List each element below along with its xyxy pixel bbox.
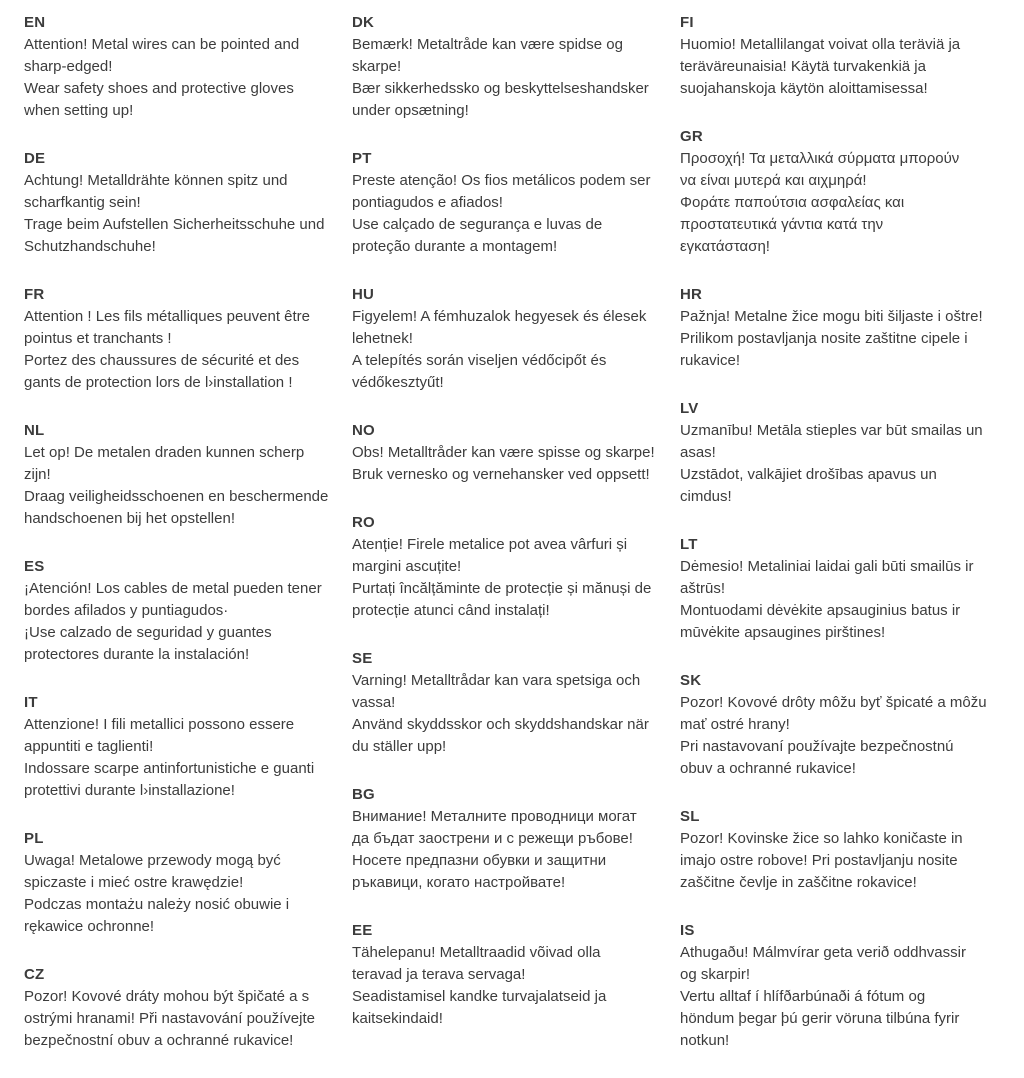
warning-line: ръкавици, когато настройвате!: [352, 874, 566, 891]
warning-line: gants de protection lors de l›installation !: [24, 374, 293, 391]
warning-line: ¡Use calzado de seguridad y guantes: [24, 624, 272, 641]
language-code: GR: [680, 128, 703, 145]
warning-line: aštrūs!: [680, 580, 726, 597]
warning-line: scharfkantig sein!: [24, 194, 141, 211]
language-code: PL: [24, 830, 44, 847]
language-code: PT: [352, 150, 372, 167]
warning-line: Använd skyddsskor och skyddshandskar när: [352, 716, 649, 733]
warning-line: Let op! De metalen draden kunnen scherp: [24, 444, 305, 461]
warning-line: protettivi durante l›installazione!: [24, 782, 235, 799]
warning-column-2: [352, 12, 666, 1078]
language-code: FI: [680, 14, 694, 31]
warning-line: Indossare scarpe antinfortunistiche e guanti: [24, 760, 315, 777]
warning-line: appuntiti e taglienti!: [24, 738, 154, 755]
warning-line: ¡Atención! Los cables de metal pueden tener: [24, 580, 322, 597]
language-block-ro: [352, 512, 666, 622]
language-block-lt: [680, 534, 994, 644]
language-code: NO: [352, 422, 375, 439]
warning-line: Bruk vernesko og vernehansker ved oppsett!: [352, 466, 650, 483]
warning-line: Pažnja! Metalne žice mogu biti šiljaste i oštre!: [680, 308, 983, 325]
warning-line: A telepítés során viseljen védőcipőt és: [352, 352, 607, 369]
warning-line: Draag veiligheidsschoenen en beschermende: [24, 488, 329, 505]
warning-line: teravad ja terava servaga!: [352, 966, 526, 983]
warning-line: Bemærk! Metaltråde kan være spidse og: [352, 36, 623, 53]
warning-line: under opsætning!: [352, 102, 469, 119]
language-code: SE: [352, 650, 373, 667]
language-block-hr: [680, 284, 994, 372]
warning-line: Pozor! Kovové dráty mohou být špičaté a s: [24, 988, 310, 1005]
warning-line: Seadistamisel kandke turvajalatseid ja: [352, 988, 607, 1005]
warning-line: protectores durante la instalación!: [24, 646, 250, 663]
warning-line: εγκατάσταση!: [680, 238, 770, 255]
language-code: HR: [680, 286, 703, 303]
warning-line: να είναι μυτερά και αιχμηρά!: [680, 172, 867, 189]
language-code: RO: [352, 514, 375, 531]
warning-line: Attention! Metal wires can be pointed and: [24, 36, 300, 53]
warning-line: Uzmanību! Metāla stieples var būt smailas un: [680, 422, 983, 439]
warning-line: teräväreunaisia! Käytä turvakenkiä ja: [680, 58, 926, 75]
warning-line: skarpe!: [352, 58, 402, 75]
language-code: IS: [680, 922, 695, 939]
warning-line: Uwaga! Metalowe przewody mogą być: [24, 852, 281, 869]
warning-line: mūvėkite apsaugines pirštines!: [680, 624, 886, 641]
language-block-lv: [680, 398, 994, 508]
warning-line: handschoenen bij het opstellen!: [24, 510, 235, 527]
warning-line: cimdus!: [680, 488, 732, 505]
warning-line: Vertu alltaf í hlífðarbúnaði á fótum og: [680, 988, 926, 1005]
warning-line: Atenție! Firele metalice pot avea vârfuri și: [352, 536, 628, 553]
language-block-hu: [352, 284, 666, 394]
warning-line: Varning! Metalltrådar kan vara spetsiga och: [352, 672, 641, 689]
warning-line: védőkesztyűt!: [352, 374, 444, 391]
warning-line: Dėmesio! Metaliniai laidai gali būti smailūs ir: [680, 558, 974, 575]
warning-line: Носете предпазни обувки и защитни: [352, 852, 607, 869]
warning-line: Preste atenção! Os fios metálicos podem ser: [352, 172, 651, 189]
language-block-pt: [352, 148, 666, 258]
warning-line: asas!: [680, 444, 716, 461]
language-code: IT: [24, 694, 38, 711]
warning-line: Wear safety shoes and protective gloves: [24, 80, 294, 97]
warning-line: Purtați încălțăminte de protecție și mănuși de: [352, 580, 652, 597]
warning-line: pointus et tranchants !: [24, 330, 172, 347]
warning-line: Attenzione! I fili metallici possono essere: [24, 716, 295, 733]
warning-line: mať ostré hrany!: [680, 716, 790, 733]
warning-line: Prilikom postavljanja nosite zaštitne cipele i: [680, 330, 968, 347]
warning-line: notkun!: [680, 1032, 730, 1049]
language-code: DK: [352, 14, 375, 31]
warning-line: when setting up!: [24, 102, 134, 119]
warning-line: og skarpir!: [680, 966, 751, 983]
language-block-en: [24, 12, 338, 122]
warning-column-3: [680, 12, 994, 1078]
warning-line: margini ascuțite!: [352, 558, 462, 575]
warning-line: obuv a ochranné rukavice!: [680, 760, 856, 777]
warning-line: zijn!: [24, 466, 51, 483]
warning-line: Pri nastavovaní používajte bezpečnostnú: [680, 738, 954, 755]
warning-line: προστατευτικά γάντια κατά την: [680, 216, 884, 233]
warning-line: Pozor! Kovinske žice so lahko koničaste in: [680, 830, 963, 847]
language-code: LV: [680, 400, 699, 417]
language-code: CZ: [24, 966, 45, 983]
language-block-is: [680, 920, 994, 1052]
warning-line: Figyelem! A fémhuzalok hegyesek és élesek: [352, 308, 647, 325]
language-block-gr: [680, 126, 994, 258]
language-block-fi: [680, 12, 994, 100]
warning-line: Podczas montażu należy nosić obuwie i: [24, 896, 290, 913]
warning-line: protecție atunci când instalați!: [352, 602, 550, 619]
language-block-se: [352, 648, 666, 758]
warning-line: Achtung! Metalldrähte können spitz und: [24, 172, 288, 189]
warning-line: Uzstādot, valkājiet drošības apavus un: [680, 466, 937, 483]
warning-column-1: [24, 12, 338, 1078]
warning-line: lehetnek!: [352, 330, 413, 347]
warning-line: ostrými hranami! Při nastavování používejte: [24, 1010, 315, 1027]
warning-line: bezpečnostní obuv a ochranné rukavice!: [24, 1032, 294, 1049]
language-code: EE: [352, 922, 373, 939]
warning-line: vassa!: [352, 694, 396, 711]
language-block-dk: [352, 12, 666, 122]
language-block-no: [352, 420, 666, 486]
language-code: LT: [680, 536, 698, 553]
warning-line: Huomio! Metallilangat voivat olla teräviä ja: [680, 36, 961, 53]
warning-line: proteção durante a montagem!: [352, 238, 558, 255]
warning-line: Attention ! Les fils métalliques peuvent être: [24, 308, 310, 325]
warning-line: imajo ostre robove! Pri postavljanju nosite: [680, 852, 958, 869]
warning-line: suojahanskoja käytön aloittamisessa!: [680, 80, 928, 97]
warning-line: bordes afilados y puntiagudos·: [24, 602, 229, 619]
warning-line: du ställer upp!: [352, 738, 447, 755]
warning-line: Φοράτε παπούτσια ασφαλείας και: [680, 194, 905, 211]
warning-line: höndum þegar þú gerir vöruna tilbúna fyrir: [680, 1010, 960, 1027]
warning-line: Внимание! Металните проводници могат: [352, 808, 637, 825]
language-code: DE: [24, 150, 46, 167]
warning-line: pontiagudos e afiados!: [352, 194, 503, 211]
warning-line: Portez des chaussures de sécurité et des: [24, 352, 300, 369]
warning-line: Tähelepanu! Metalltraadid võivad olla: [352, 944, 601, 961]
warning-line: Use calçado de segurança e luvas de: [352, 216, 603, 233]
warning-line: Προσοχή! Τα μεταλλικά σύρματα μπορούν: [680, 150, 960, 167]
warning-line: rękawice ochronne!: [24, 918, 155, 935]
language-block-bg: [352, 784, 666, 894]
warning-line: kaitsekindaid!: [352, 1010, 443, 1027]
language-code: SK: [680, 672, 702, 689]
warning-line: Pozor! Kovové drôty môžu byť špicaté a môžu: [680, 694, 987, 711]
language-code: NL: [24, 422, 45, 439]
warning-line: Obs! Metalltråder kan være spisse og skarpe!: [352, 444, 655, 461]
warning-line: Montuodami dėvėkite apsauginius batus ir: [680, 602, 961, 619]
language-block-sk: [680, 670, 994, 780]
language-block-ee: [352, 920, 666, 1030]
language-block-it: [24, 692, 338, 802]
warning-line: rukavice!: [680, 352, 741, 369]
warning-line: Trage beim Aufstellen Sicherheitsschuhe und: [24, 216, 325, 233]
language-block-cz: [24, 964, 338, 1052]
language-block-sl: [680, 806, 994, 894]
language-block-pl: [24, 828, 338, 938]
warning-line: да бъдат заострени и с режещи ръбове!: [352, 830, 633, 847]
language-block-nl: [24, 420, 338, 530]
warning-line: sharp-edged!: [24, 58, 113, 75]
language-code: HU: [352, 286, 375, 303]
language-code: BG: [352, 786, 375, 803]
language-block-es: [24, 556, 338, 666]
warning-line: zaščitne čevlje in zaščitne rokavice!: [680, 874, 917, 891]
language-block-fr: [24, 284, 338, 394]
language-code: FR: [24, 286, 45, 303]
language-block-de: [24, 148, 338, 258]
warning-line: Bær sikkerhedssko og beskyttelseshandsker: [352, 80, 649, 97]
warning-line: Athugaðu! Málmvírar geta verið oddhvassir: [680, 944, 966, 961]
warning-line: spiczaste i mieć ostre krawędzie!: [24, 874, 244, 891]
language-code: ES: [24, 558, 45, 575]
language-code: SL: [680, 808, 700, 825]
warning-line: Schutzhandschuhe!: [24, 238, 156, 255]
language-code: EN: [24, 14, 46, 31]
